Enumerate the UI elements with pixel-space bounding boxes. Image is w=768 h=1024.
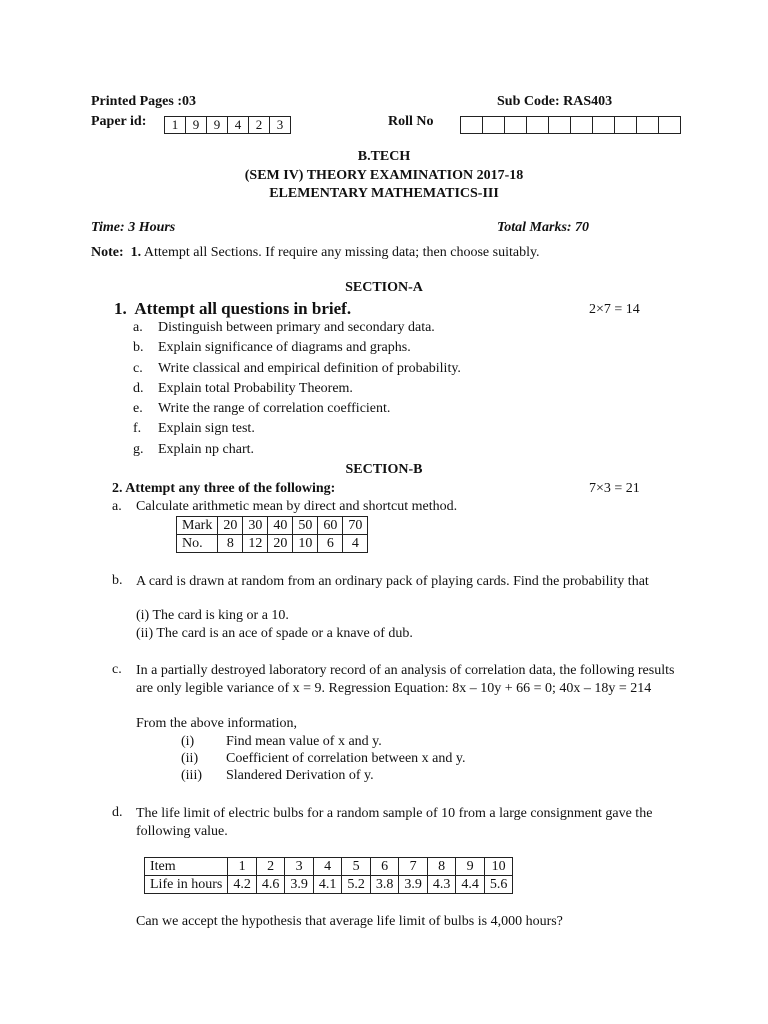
list-item: b. Explain significance of diagrams and graphs. bbox=[133, 340, 411, 356]
roll-no-box bbox=[505, 117, 527, 133]
question-2c-sub-i: (i) Find mean value of x and y. bbox=[181, 734, 382, 749]
list-item: d. Explain total Probability Theorem. bbox=[133, 380, 353, 396]
question-2a-text: Calculate arithmetic mean by direct and shortcut method. bbox=[136, 499, 458, 514]
printed-pages: Printed Pages :03 bbox=[91, 94, 196, 109]
note-text: Attempt all Sections. If require any missing data; then choose suitably. bbox=[143, 245, 540, 260]
question-2b-text: A card is drawn at random from an ordinary pack of playing cards. Find the probability that bbox=[136, 574, 649, 589]
sub-code: Sub Code: RAS403 bbox=[497, 94, 613, 109]
paper-id-digit: 2 bbox=[249, 117, 270, 133]
question-2c-label: c. bbox=[112, 662, 122, 677]
total-marks: Total Marks: 70 bbox=[497, 220, 590, 235]
table-row: Item 1 2 3 4 5 6 7 8 9 10 bbox=[145, 858, 513, 876]
question-2b-part-ii: (ii) The card is an ace of spade or a knave of dub. bbox=[136, 626, 413, 641]
roll-no-box bbox=[571, 117, 593, 133]
question-2a-label: a. bbox=[112, 499, 122, 514]
list-item: e. Write the range of correlation coefficient. bbox=[133, 401, 391, 417]
time-label: Time: 3 Hours bbox=[91, 220, 176, 235]
roll-no-box bbox=[483, 117, 505, 133]
question-2-text: 2. Attempt any three of the following: bbox=[112, 481, 336, 496]
question-1-text: Attempt all questions in brief. bbox=[134, 299, 352, 318]
question-2d-hypothesis: Can we accept the hypothesis that average life limit of bulbs is 4,000 hours? bbox=[136, 914, 563, 929]
paper-id-label: Paper id: bbox=[91, 114, 147, 129]
roll-no-box bbox=[615, 117, 637, 133]
question-2c-text: In a partially destroyed laboratory record of an analysis of correlation data, the following results are only legible variance of x = 9. Regression Equation: 8x – 10y + 66 = 0; 40x – 18y = 214 bbox=[136, 663, 675, 696]
section-a-marks: 2×7 = 14 bbox=[589, 302, 640, 317]
roll-no-box bbox=[593, 117, 615, 133]
note-label: Note: bbox=[91, 245, 124, 260]
paper-id-digit: 9 bbox=[186, 117, 207, 133]
section-b-marks: 7×3 = 21 bbox=[589, 481, 640, 496]
roll-no-boxes bbox=[460, 116, 681, 134]
paper-id-digit: 3 bbox=[276, 117, 284, 132]
paper-id-digit: 9 bbox=[207, 117, 228, 133]
subject-title: ELEMENTARY MATHEMATICS-III bbox=[269, 186, 499, 201]
paper-id-digit: 4 bbox=[228, 117, 249, 133]
question-2b-label: b. bbox=[112, 573, 123, 588]
roll-no-box bbox=[549, 117, 571, 133]
question-2c-from: From the above information, bbox=[136, 716, 297, 731]
table-row: No. 8 12 20 10 6 4 bbox=[177, 535, 368, 553]
question-2d-text: The life limit of electric bulbs for a random sample of 10 from a large consignment gave the following value. bbox=[136, 806, 653, 839]
section-b-heading: SECTION-B bbox=[345, 462, 423, 477]
list-item: a. Distinguish between primary and secondary data. bbox=[133, 320, 435, 335]
question-1-number: 1. bbox=[114, 299, 127, 318]
question-2c-sub-iii: (iii) Slandered Derivation of y. bbox=[181, 768, 374, 783]
list-item: f. Explain sign test. bbox=[133, 421, 255, 437]
question-1 bbox=[114, 299, 351, 319]
marks-table bbox=[176, 516, 368, 553]
list-item: c. Write classical and empirical definition of probability. bbox=[133, 360, 461, 376]
section-a-heading: SECTION-A bbox=[345, 280, 423, 295]
roll-no-box bbox=[527, 117, 549, 133]
question-2d-label: d. bbox=[112, 805, 123, 820]
bulbs-table bbox=[144, 857, 513, 894]
note bbox=[91, 245, 540, 261]
section-a-list bbox=[133, 318, 461, 460]
marks-table-wrap bbox=[176, 516, 368, 553]
exam-title: (SEM IV) THEORY EXAMINATION 2017-18 bbox=[244, 168, 524, 183]
roll-no-box bbox=[659, 117, 680, 133]
paper-id-boxes bbox=[164, 116, 291, 134]
roll-no-box bbox=[637, 117, 659, 133]
paper-id-digit: 1 bbox=[165, 117, 186, 133]
table-row: Life in hours 4.2 4.6 3.9 4.1 5.2 3.8 3.9 4.3 4.4 5.6 bbox=[145, 876, 513, 894]
table-row: Mark 20 30 40 50 60 70 bbox=[177, 517, 368, 535]
note-number: 1. bbox=[130, 245, 142, 260]
bulbs-table-wrap bbox=[144, 857, 513, 894]
roll-no-label: Roll No bbox=[388, 114, 434, 129]
question-2b-part-i: (i) The card is king or a 10. bbox=[136, 608, 289, 623]
degree-title: B.TECH bbox=[357, 149, 411, 164]
roll-no-box bbox=[461, 117, 483, 133]
list-item: g. Explain np chart. bbox=[133, 441, 255, 457]
question-2c-sub-ii: (ii) Coefficient of correlation between x and y. bbox=[181, 751, 466, 766]
